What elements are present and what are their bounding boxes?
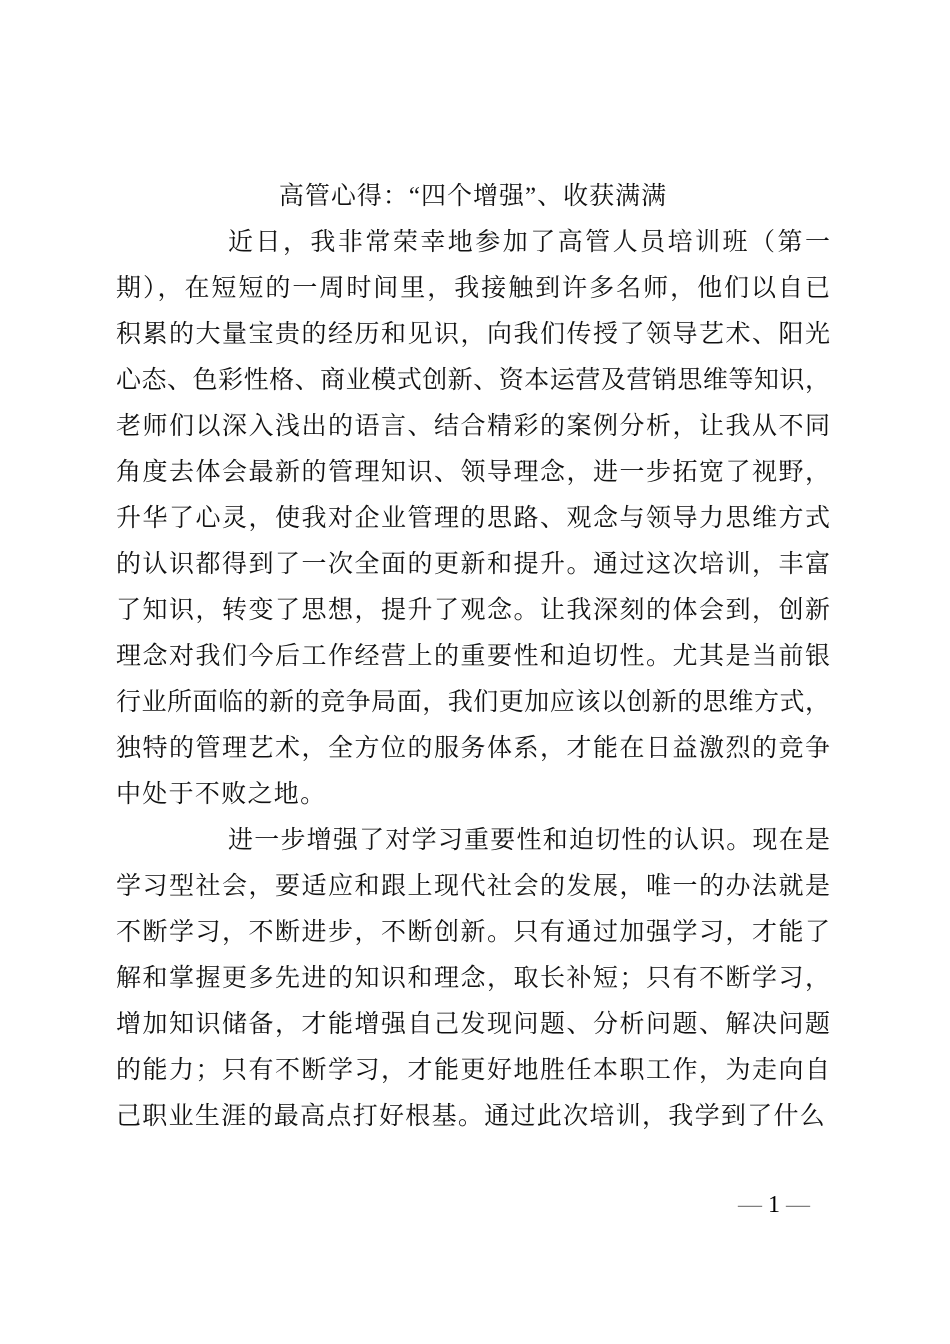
document-content — [116, 174, 830, 1140]
text-line: 了知识，转变了思想，提升了观念。让我深刻的体会到，创新 — [116, 597, 830, 624]
text-line: 行业所面临的新的竞争局面，我们更加应该以创新的思维方式， — [116, 689, 830, 716]
text-line: 近日，我非常荣幸地参加了高管人员培训班（第一 — [228, 229, 830, 256]
page-number-dash-right: — — [786, 1192, 810, 1218]
text-line: 学习型社会，要适应和跟上现代社会的发展，唯一的办法就是 — [116, 873, 830, 900]
text-line: 增加知识储备，才能增强自己发现问题、分析问题、解决问题 — [116, 1011, 830, 1038]
document-paragraphs — [116, 220, 830, 1140]
text-line: 角度去体会最新的管理知识、领导理念，进一步拓宽了视野， — [116, 459, 830, 486]
text-line: 的能力；只有不断学习，才能更好地胜任本职工作，为走向自 — [116, 1057, 830, 1084]
page-footer — [738, 1190, 810, 1220]
text-line: 老师们以深入浅出的语言、结合精彩的案例分析，让我从不同 — [116, 413, 830, 440]
document-title: 高管心得：“四个增强”、收获满满 — [278, 183, 668, 210]
text-line: 中处于不败之地。 — [116, 781, 327, 808]
text-line: 解和掌握更多先进的知识和理念，取长补短；只有不断学习， — [116, 965, 830, 992]
text-line: 的认识都得到了一次全面的更新和提升。通过这次培训，丰富 — [116, 551, 830, 578]
text-line: 积累的大量宝贵的经历和见识，向我们传授了领导艺术、阳光 — [116, 321, 830, 348]
text-line: 升华了心灵，使我对企业管理的思路、观念与领导力思维方式 — [116, 505, 830, 532]
text-line: 理念对我们今后工作经营上的重要性和迫切性。尤其是当前银 — [116, 643, 830, 670]
text-line: 独特的管理艺术，全方位的服务体系，才能在日益激烈的竞争 — [116, 735, 830, 762]
text-line: 进一步增强了对学习重要性和迫切性的认识。现在是 — [228, 827, 830, 854]
text-line: 不断学习，不断进步，不断创新。只有通过加强学习，才能了 — [116, 919, 830, 946]
text-line: 己职业生涯的最高点打好根基。通过此次培训，我学到了什么 — [116, 1103, 827, 1130]
page-number: 1 — [768, 1192, 780, 1218]
text-line: 期），在短短的一周时间里，我接触到许多名师，他们以自已 — [116, 275, 830, 302]
text-line: 心态、色彩性格、商业模式创新、资本运营及营销思维等知识， — [116, 367, 830, 394]
page-number-dash-left: — — [738, 1192, 762, 1218]
